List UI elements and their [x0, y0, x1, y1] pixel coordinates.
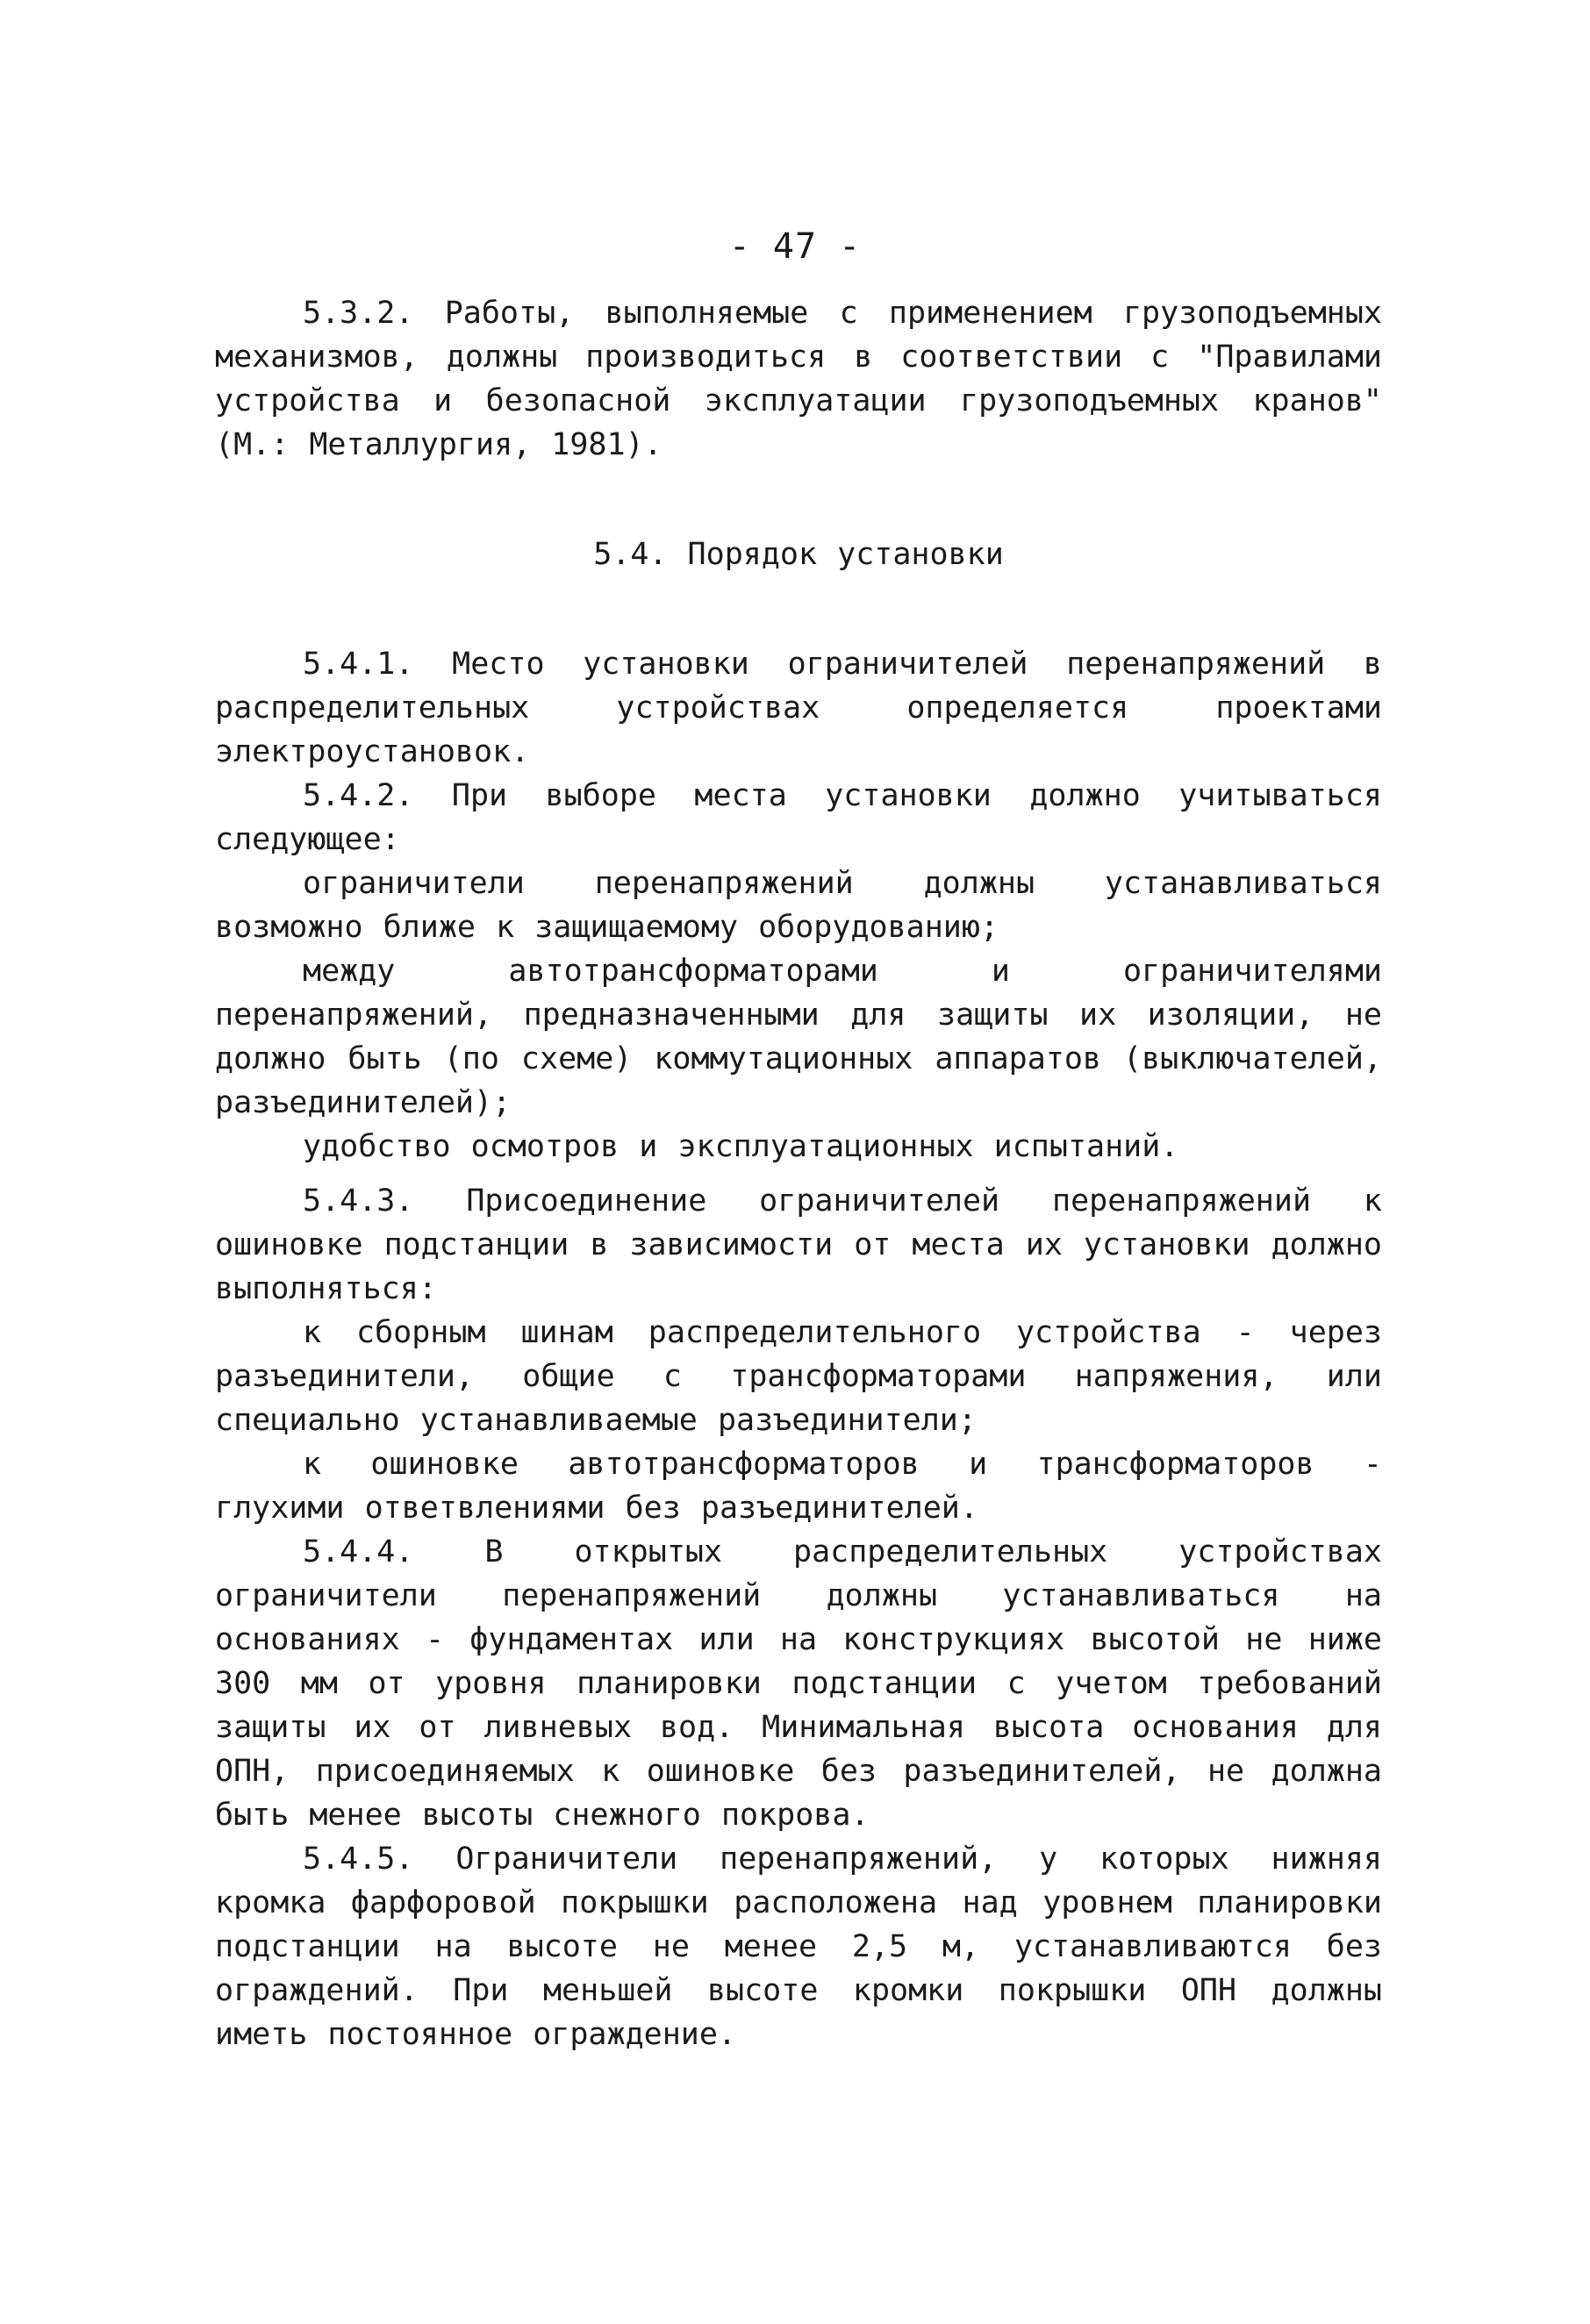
- paragraph-number: 5.4.5.: [303, 1841, 414, 1877]
- paragraph-number: 5.3.2.: [303, 296, 414, 331]
- paragraph-number: 5.4.4.: [303, 1534, 414, 1570]
- paragraph-5-3-2: [215, 291, 1382, 467]
- list-item: между автотрансформаторами и ограничителями перенапряжений, предназначенными для защиты их изоляции, не должно быть (по схеме) коммутационных аппаратов (выключателей, разъединителей);: [215, 954, 1382, 1120]
- document-body: [215, 291, 1382, 2056]
- list-item: ограничители перенапряжений должны устанавливаться возможно ближе к защищаемому оборудованию;: [215, 866, 1382, 945]
- paragraph-text: Работы, выполняемые с применением грузоподъемных механизмов, должны производиться в соответствии с "Правилами устройства и безопасной эксплуатации грузоподъемных кранов" (М.: Металлургия, 1981).: [215, 296, 1382, 462]
- page-number: - 47 -: [728, 226, 862, 267]
- paragraph-number: 5.4.2.: [303, 778, 414, 813]
- paragraph-5-4-4: [215, 1530, 1382, 1837]
- spacer: [215, 467, 1382, 533]
- paragraph-text: Присоединение ограничителей перенапряжений к ошиновке подстанции в зависимости от места их установки должно выполняться:: [215, 1183, 1382, 1306]
- paragraph-5-4-2: [215, 774, 1382, 862]
- paragraph-number: 5.4.1.: [303, 647, 414, 682]
- paragraph-5-4-3: [215, 1179, 1382, 1311]
- section-heading-5-4: 5.4. Порядок установки: [593, 537, 1004, 572]
- paragraph-5-4-5: [215, 1837, 1382, 2056]
- paragraph-5-4-1: [215, 642, 1382, 774]
- list-item: к сборным шинам распределительного устройства - через разъединители, общие с трансформаторами напряжения, или специально устанавливаемые разъединители;: [215, 1315, 1382, 1438]
- list-item: к ошиновке автотрансформаторов и трансформаторов - глухими ответвлениями без разъединителей.: [215, 1447, 1382, 1526]
- spacer: [215, 576, 1382, 642]
- paragraph-text: В открытых распределительных устройствах ограничители перенапряжений должны устанавливаться на основаниях - фундаментах или на конструкциях высотой не ниже 300 мм от уровня планировки подстанции с учетом требований защиты их от ливневых вод. Минимальная высота основания для ОПН, присоединяемых к ошиновке без разъединителей, не должна быть менее высоты снежного покрова.: [215, 1534, 1382, 1833]
- paragraph-number: 5.4.3.: [303, 1183, 414, 1219]
- list-item: удобство осмотров и эксплуатационных испытаний.: [303, 1129, 1179, 1164]
- spacer: [215, 1169, 1382, 1179]
- paragraph-text: При выборе места установки должно учитываться следующее:: [215, 778, 1382, 857]
- paragraph-text: Ограничители перенапряжений, у которых нижняя кромка фарфоровой покрышки расположена над уровнем планировки подстанции на высоте не менее 2,5 м, устанавливаются без ограждений. При меньшей высоте кромки покрышки ОПН должны иметь постоянное ограждение.: [215, 1841, 1382, 2052]
- paragraph-text: Место установки ограничителей перенапряжений в распределительных устройствах определяется проектами электроустановок.: [215, 647, 1382, 769]
